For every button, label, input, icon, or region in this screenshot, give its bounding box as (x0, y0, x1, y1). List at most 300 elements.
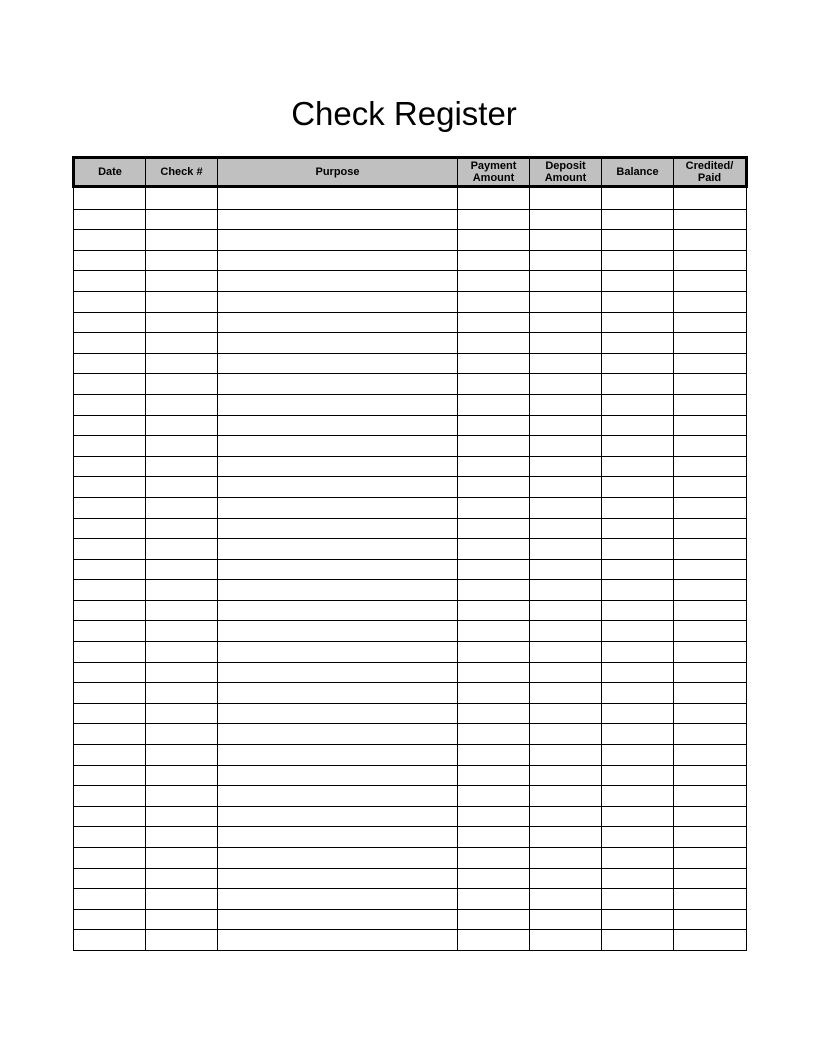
cell-payment[interactable] (458, 745, 530, 766)
cell-credited[interactable] (674, 662, 747, 683)
cell-purpose[interactable] (218, 394, 458, 415)
cell-date[interactable] (74, 312, 146, 333)
table-row (74, 745, 747, 766)
cell-balance[interactable] (602, 889, 674, 910)
cell-deposit[interactable] (530, 477, 602, 498)
cell-payment[interactable] (458, 209, 530, 230)
cell-balance[interactable] (602, 600, 674, 621)
column-header-purpose: Purpose (218, 158, 458, 187)
cell-balance[interactable] (602, 848, 674, 869)
cell-balance[interactable] (602, 559, 674, 580)
cell-date[interactable] (74, 765, 146, 786)
cell-date[interactable] (74, 394, 146, 415)
cell-balance[interactable] (602, 868, 674, 889)
table-row (74, 415, 747, 436)
cell-payment[interactable] (458, 456, 530, 477)
cell-date[interactable] (74, 827, 146, 848)
column-header-credited-paid: Credited/ Paid (674, 158, 747, 187)
cell-credited[interactable] (674, 333, 747, 354)
cell-credited[interactable] (674, 806, 747, 827)
cell-check[interactable] (146, 230, 218, 251)
cell-date[interactable] (74, 930, 146, 951)
cell-purpose[interactable] (218, 662, 458, 683)
table-row (74, 930, 747, 951)
cell-deposit[interactable] (530, 415, 602, 436)
cell-credited[interactable] (674, 765, 747, 786)
cell-purpose[interactable] (218, 724, 458, 745)
cell-credited[interactable] (674, 786, 747, 807)
cell-deposit[interactable] (530, 333, 602, 354)
cell-deposit[interactable] (530, 806, 602, 827)
cell-date[interactable] (74, 786, 146, 807)
cell-deposit[interactable] (530, 559, 602, 580)
cell-date[interactable] (74, 848, 146, 869)
table-row (74, 209, 747, 230)
cell-check[interactable] (146, 374, 218, 395)
cell-balance[interactable] (602, 477, 674, 498)
cell-purpose[interactable] (218, 868, 458, 889)
cell-payment[interactable] (458, 333, 530, 354)
cell-purpose[interactable] (218, 765, 458, 786)
table-row (74, 642, 747, 663)
cell-deposit[interactable] (530, 539, 602, 560)
cell-check[interactable] (146, 559, 218, 580)
table-row (74, 868, 747, 889)
cell-purpose[interactable] (218, 559, 458, 580)
cell-deposit[interactable] (530, 600, 602, 621)
cell-check[interactable] (146, 209, 218, 230)
cell-deposit[interactable] (530, 724, 602, 745)
cell-balance[interactable] (602, 353, 674, 374)
cell-check[interactable] (146, 703, 218, 724)
cell-balance[interactable] (602, 539, 674, 560)
cell-payment[interactable] (458, 827, 530, 848)
cell-purpose[interactable] (218, 271, 458, 292)
cell-deposit[interactable] (530, 374, 602, 395)
cell-credited[interactable] (674, 353, 747, 374)
cell-balance[interactable] (602, 187, 674, 210)
cell-balance[interactable] (602, 518, 674, 539)
cell-balance[interactable] (602, 909, 674, 930)
cell-balance[interactable] (602, 806, 674, 827)
table-row (74, 353, 747, 374)
cell-balance[interactable] (602, 209, 674, 230)
table-row (74, 539, 747, 560)
cell-payment[interactable] (458, 518, 530, 539)
cell-credited[interactable] (674, 580, 747, 601)
cell-date[interactable] (74, 621, 146, 642)
cell-deposit[interactable] (530, 312, 602, 333)
cell-payment[interactable] (458, 930, 530, 951)
cell-check[interactable] (146, 456, 218, 477)
cell-deposit[interactable] (530, 909, 602, 930)
cell-purpose[interactable] (218, 291, 458, 312)
cell-payment[interactable] (458, 642, 530, 663)
cell-balance[interactable] (602, 827, 674, 848)
cell-check[interactable] (146, 724, 218, 745)
cell-credited[interactable] (674, 909, 747, 930)
cell-date[interactable] (74, 559, 146, 580)
cell-balance[interactable] (602, 765, 674, 786)
cell-credited[interactable] (674, 518, 747, 539)
cell-payment[interactable] (458, 889, 530, 910)
cell-balance[interactable] (602, 333, 674, 354)
cell-credited[interactable] (674, 477, 747, 498)
cell-deposit[interactable] (530, 642, 602, 663)
cell-balance[interactable] (602, 312, 674, 333)
table-row (74, 497, 747, 518)
cell-payment[interactable] (458, 580, 530, 601)
cell-date[interactable] (74, 456, 146, 477)
cell-credited[interactable] (674, 724, 747, 745)
cell-deposit[interactable] (530, 291, 602, 312)
cell-date[interactable] (74, 683, 146, 704)
cell-date[interactable] (74, 477, 146, 498)
cell-deposit[interactable] (530, 353, 602, 374)
cell-balance[interactable] (602, 662, 674, 683)
cell-payment[interactable] (458, 765, 530, 786)
cell-date[interactable] (74, 724, 146, 745)
cell-credited[interactable] (674, 312, 747, 333)
cell-purpose[interactable] (218, 497, 458, 518)
cell-credited[interactable] (674, 683, 747, 704)
cell-credited[interactable] (674, 868, 747, 889)
cell-check[interactable] (146, 394, 218, 415)
cell-purpose[interactable] (218, 848, 458, 869)
cell-check[interactable] (146, 909, 218, 930)
cell-check[interactable] (146, 745, 218, 766)
cell-payment[interactable] (458, 415, 530, 436)
cell-check[interactable] (146, 827, 218, 848)
cell-purpose[interactable] (218, 209, 458, 230)
cell-check[interactable] (146, 683, 218, 704)
cell-date[interactable] (74, 539, 146, 560)
cell-payment[interactable] (458, 621, 530, 642)
cell-balance[interactable] (602, 786, 674, 807)
cell-purpose[interactable] (218, 333, 458, 354)
cell-check[interactable] (146, 889, 218, 910)
cell-credited[interactable] (674, 559, 747, 580)
cell-payment[interactable] (458, 600, 530, 621)
cell-deposit[interactable] (530, 662, 602, 683)
cell-purpose[interactable] (218, 600, 458, 621)
table-row (74, 312, 747, 333)
cell-balance[interactable] (602, 745, 674, 766)
cell-payment[interactable] (458, 724, 530, 745)
cell-credited[interactable] (674, 394, 747, 415)
cell-check[interactable] (146, 333, 218, 354)
cell-payment[interactable] (458, 848, 530, 869)
cell-check[interactable] (146, 497, 218, 518)
cell-check[interactable] (146, 930, 218, 951)
cell-credited[interactable] (674, 848, 747, 869)
cell-date[interactable] (74, 497, 146, 518)
cell-purpose[interactable] (218, 806, 458, 827)
cell-balance[interactable] (602, 683, 674, 704)
column-header-deposit-amount: Deposit Amount (530, 158, 602, 187)
cell-deposit[interactable] (530, 497, 602, 518)
cell-purpose[interactable] (218, 456, 458, 477)
table-row (74, 909, 747, 930)
cell-purpose[interactable] (218, 374, 458, 395)
cell-check[interactable] (146, 580, 218, 601)
table-row (74, 806, 747, 827)
table-row (74, 187, 747, 210)
cell-deposit[interactable] (530, 745, 602, 766)
cell-deposit[interactable] (530, 930, 602, 951)
cell-credited[interactable] (674, 827, 747, 848)
cell-purpose[interactable] (218, 642, 458, 663)
cell-date[interactable] (74, 291, 146, 312)
table-row (74, 786, 747, 807)
cell-deposit[interactable] (530, 436, 602, 457)
cell-deposit[interactable] (530, 683, 602, 704)
cell-payment[interactable] (458, 786, 530, 807)
cell-balance[interactable] (602, 415, 674, 436)
cell-check[interactable] (146, 642, 218, 663)
cell-payment[interactable] (458, 497, 530, 518)
cell-purpose[interactable] (218, 889, 458, 910)
cell-purpose[interactable] (218, 477, 458, 498)
table-row (74, 683, 747, 704)
cell-deposit[interactable] (530, 889, 602, 910)
column-header-balance: Balance (602, 158, 674, 187)
cell-balance[interactable] (602, 230, 674, 251)
cell-date[interactable] (74, 662, 146, 683)
register-body (74, 187, 747, 951)
cell-check[interactable] (146, 848, 218, 869)
cell-check[interactable] (146, 436, 218, 457)
cell-check[interactable] (146, 786, 218, 807)
table-row (74, 333, 747, 354)
cell-purpose[interactable] (218, 312, 458, 333)
table-row (74, 827, 747, 848)
cell-purpose[interactable] (218, 745, 458, 766)
cell-date[interactable] (74, 230, 146, 251)
table-row (74, 230, 747, 251)
cell-credited[interactable] (674, 745, 747, 766)
cell-date[interactable] (74, 868, 146, 889)
cell-balance[interactable] (602, 497, 674, 518)
table-row (74, 889, 747, 910)
cell-payment[interactable] (458, 250, 530, 271)
cell-purpose[interactable] (218, 539, 458, 560)
cell-payment[interactable] (458, 477, 530, 498)
cell-purpose[interactable] (218, 518, 458, 539)
cell-deposit[interactable] (530, 827, 602, 848)
table-row (74, 271, 747, 292)
cell-deposit[interactable] (530, 786, 602, 807)
cell-credited[interactable] (674, 539, 747, 560)
cell-date[interactable] (74, 518, 146, 539)
cell-credited[interactable] (674, 291, 747, 312)
cell-date[interactable] (74, 271, 146, 292)
cell-check[interactable] (146, 415, 218, 436)
cell-check[interactable] (146, 806, 218, 827)
cell-check[interactable] (146, 662, 218, 683)
cell-payment[interactable] (458, 868, 530, 889)
table-row (74, 600, 747, 621)
cell-date[interactable] (74, 889, 146, 910)
cell-credited[interactable] (674, 250, 747, 271)
cell-payment[interactable] (458, 539, 530, 560)
cell-date[interactable] (74, 642, 146, 663)
cell-deposit[interactable] (530, 621, 602, 642)
cell-deposit[interactable] (530, 394, 602, 415)
cell-purpose[interactable] (218, 353, 458, 374)
cell-payment[interactable] (458, 394, 530, 415)
cell-credited[interactable] (674, 889, 747, 910)
cell-date[interactable] (74, 415, 146, 436)
cell-purpose[interactable] (218, 580, 458, 601)
cell-balance[interactable] (602, 724, 674, 745)
cell-balance[interactable] (602, 642, 674, 663)
table-row (74, 765, 747, 786)
table-row (74, 559, 747, 580)
cell-credited[interactable] (674, 436, 747, 457)
cell-payment[interactable] (458, 662, 530, 683)
cell-credited[interactable] (674, 621, 747, 642)
cell-purpose[interactable] (218, 827, 458, 848)
cell-balance[interactable] (602, 436, 674, 457)
cell-check[interactable] (146, 271, 218, 292)
cell-balance[interactable] (602, 703, 674, 724)
cell-purpose[interactable] (218, 786, 458, 807)
table-row (74, 374, 747, 395)
table-row (74, 436, 747, 457)
cell-deposit[interactable] (530, 209, 602, 230)
cell-payment[interactable] (458, 271, 530, 292)
cell-date[interactable] (74, 187, 146, 210)
cell-payment[interactable] (458, 559, 530, 580)
cell-date[interactable] (74, 353, 146, 374)
cell-balance[interactable] (602, 621, 674, 642)
table-row (74, 250, 747, 271)
cell-payment[interactable] (458, 374, 530, 395)
cell-check[interactable] (146, 765, 218, 786)
cell-date[interactable] (74, 909, 146, 930)
table-row (74, 724, 747, 745)
cell-check[interactable] (146, 621, 218, 642)
cell-date[interactable] (74, 436, 146, 457)
cell-credited[interactable] (674, 374, 747, 395)
cell-purpose[interactable] (218, 187, 458, 210)
cell-date[interactable] (74, 333, 146, 354)
cell-payment[interactable] (458, 291, 530, 312)
cell-purpose[interactable] (218, 683, 458, 704)
cell-purpose[interactable] (218, 909, 458, 930)
cell-payment[interactable] (458, 312, 530, 333)
cell-date[interactable] (74, 600, 146, 621)
table-row (74, 662, 747, 683)
cell-date[interactable] (74, 374, 146, 395)
table-row (74, 394, 747, 415)
cell-deposit[interactable] (530, 187, 602, 210)
cell-check[interactable] (146, 187, 218, 210)
cell-credited[interactable] (674, 600, 747, 621)
cell-purpose[interactable] (218, 930, 458, 951)
cell-date[interactable] (74, 806, 146, 827)
cell-credited[interactable] (674, 230, 747, 251)
cell-purpose[interactable] (218, 436, 458, 457)
cell-credited[interactable] (674, 415, 747, 436)
cell-date[interactable] (74, 250, 146, 271)
cell-check[interactable] (146, 312, 218, 333)
cell-balance[interactable] (602, 250, 674, 271)
cell-check[interactable] (146, 291, 218, 312)
cell-check[interactable] (146, 868, 218, 889)
cell-deposit[interactable] (530, 230, 602, 251)
table-row (74, 291, 747, 312)
column-header-date: Date (74, 158, 146, 187)
table-row (74, 518, 747, 539)
cell-purpose[interactable] (218, 621, 458, 642)
cell-deposit[interactable] (530, 868, 602, 889)
cell-balance[interactable] (602, 580, 674, 601)
cell-payment[interactable] (458, 683, 530, 704)
cell-credited[interactable] (674, 271, 747, 292)
cell-credited[interactable] (674, 456, 747, 477)
cell-purpose[interactable] (218, 415, 458, 436)
cell-payment[interactable] (458, 353, 530, 374)
cell-credited[interactable] (674, 209, 747, 230)
cell-purpose[interactable] (218, 703, 458, 724)
cell-date[interactable] (74, 745, 146, 766)
cell-credited[interactable] (674, 930, 747, 951)
cell-purpose[interactable] (218, 250, 458, 271)
cell-balance[interactable] (602, 456, 674, 477)
cell-check[interactable] (146, 518, 218, 539)
cell-deposit[interactable] (530, 456, 602, 477)
table-row (74, 621, 747, 642)
table-row (74, 580, 747, 601)
cell-payment[interactable] (458, 909, 530, 930)
cell-deposit[interactable] (530, 848, 602, 869)
cell-deposit[interactable] (530, 580, 602, 601)
cell-payment[interactable] (458, 703, 530, 724)
cell-check[interactable] (146, 477, 218, 498)
cell-credited[interactable] (674, 497, 747, 518)
cell-deposit[interactable] (530, 271, 602, 292)
cell-date[interactable] (74, 703, 146, 724)
table-row (74, 456, 747, 477)
cell-deposit[interactable] (530, 518, 602, 539)
page-title: Check Register (291, 95, 517, 132)
cell-payment[interactable] (458, 806, 530, 827)
cell-credited[interactable] (674, 187, 747, 210)
cell-balance[interactable] (602, 271, 674, 292)
cell-credited[interactable] (674, 642, 747, 663)
cell-date[interactable] (74, 209, 146, 230)
cell-check[interactable] (146, 600, 218, 621)
cell-date[interactable] (74, 580, 146, 601)
cell-balance[interactable] (602, 374, 674, 395)
cell-payment[interactable] (458, 187, 530, 210)
cell-balance[interactable] (602, 930, 674, 951)
cell-balance[interactable] (602, 394, 674, 415)
cell-credited[interactable] (674, 703, 747, 724)
cell-check[interactable] (146, 539, 218, 560)
cell-payment[interactable] (458, 230, 530, 251)
cell-deposit[interactable] (530, 703, 602, 724)
cell-payment[interactable] (458, 436, 530, 457)
cell-purpose[interactable] (218, 230, 458, 251)
cell-balance[interactable] (602, 291, 674, 312)
cell-check[interactable] (146, 353, 218, 374)
cell-deposit[interactable] (530, 250, 602, 271)
cell-check[interactable] (146, 250, 218, 271)
cell-deposit[interactable] (530, 765, 602, 786)
